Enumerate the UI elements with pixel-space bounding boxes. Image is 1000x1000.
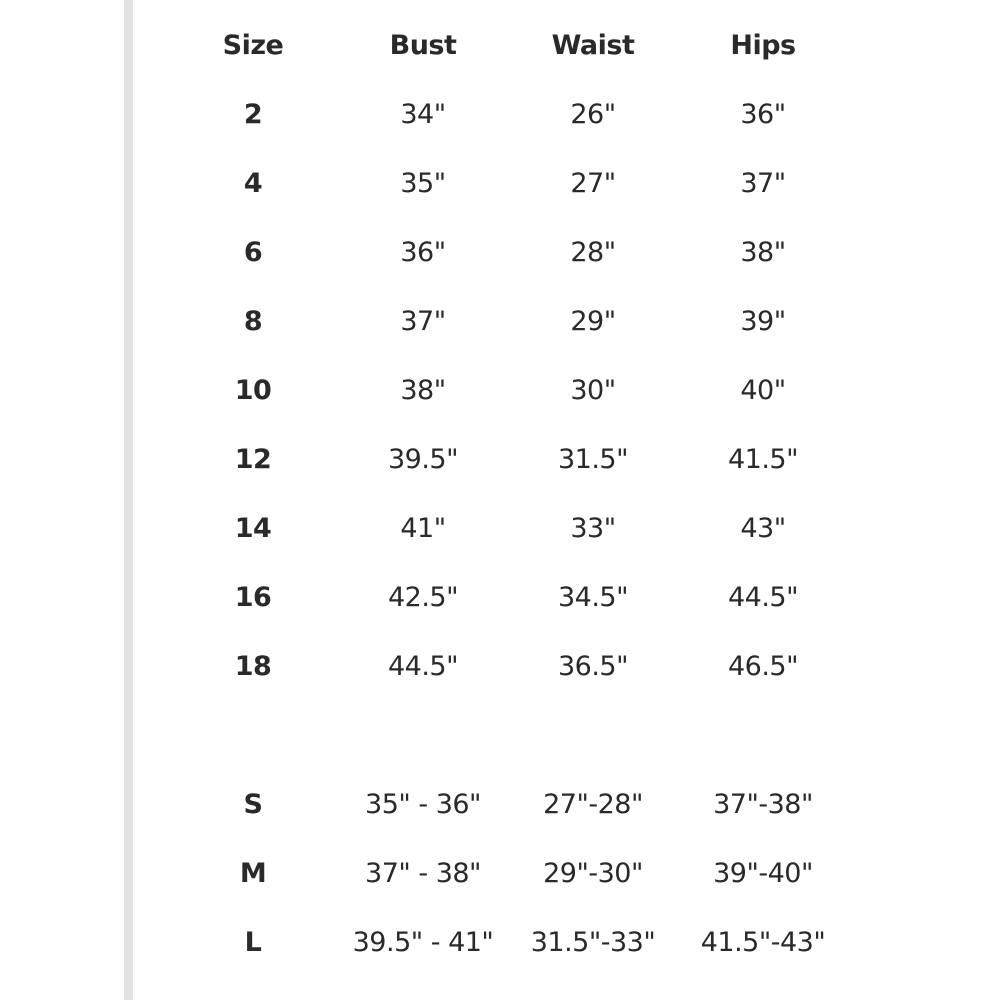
hips-cell: 36": [740, 99, 786, 130]
page-left-border: [124, 0, 133, 1000]
bust-cell: 38": [400, 375, 446, 406]
table-row: [133, 850, 1000, 898]
header-size: Size: [222, 30, 284, 61]
waist-cell: 29": [570, 306, 616, 337]
waist-cell: 28": [570, 237, 616, 268]
waist-cell: 33": [570, 513, 616, 544]
waist-cell: 29"-30": [543, 858, 643, 889]
table-row: [133, 298, 1000, 346]
size-cell: M: [239, 858, 267, 889]
waist-cell: 34.5": [557, 582, 629, 613]
table-row: [133, 91, 1000, 139]
waist-cell: 30": [570, 375, 616, 406]
waist-cell: 36.5": [557, 651, 629, 682]
table-row: [133, 643, 1000, 691]
table-row: [133, 367, 1000, 415]
size-cell: 6: [243, 237, 263, 268]
bust-cell: 39.5" - 41": [352, 927, 494, 958]
hips-cell: 39"-40": [713, 858, 813, 889]
bust-cell: 42.5": [387, 582, 459, 613]
table-row: [133, 919, 1000, 967]
size-cell: 2: [243, 99, 263, 130]
waist-cell: 31.5"-33": [530, 927, 656, 958]
table-row: [133, 574, 1000, 622]
waist-cell: 26": [570, 99, 616, 130]
waist-cell: 31.5": [557, 444, 629, 475]
hips-cell: 37"-38": [713, 789, 813, 820]
bust-cell: 36": [400, 237, 446, 268]
bust-cell: 39.5": [387, 444, 459, 475]
bust-cell: 44.5": [387, 651, 459, 682]
hips-cell: 41.5"-43": [700, 927, 826, 958]
bust-cell: 34": [400, 99, 446, 130]
bust-cell: 37" - 38": [365, 858, 481, 889]
size-cell: 10: [234, 375, 272, 406]
size-cell: S: [243, 789, 263, 820]
table-header-row: [133, 22, 1000, 70]
table-row: [133, 505, 1000, 553]
hips-cell: 44.5": [727, 582, 799, 613]
table-row: [133, 781, 1000, 829]
bust-cell: 41": [400, 513, 446, 544]
bust-cell: 37": [400, 306, 446, 337]
hips-cell: 43": [740, 513, 786, 544]
size-cell: 4: [243, 168, 263, 199]
waist-cell: 27"-28": [543, 789, 643, 820]
hips-cell: 38": [740, 237, 786, 268]
hips-cell: 37": [740, 168, 786, 199]
size-chart: [133, 0, 1000, 1000]
size-cell: 18: [234, 651, 272, 682]
size-cell: 16: [234, 582, 272, 613]
header-hips: Hips: [730, 30, 796, 61]
table-row: [133, 160, 1000, 208]
table-row: [133, 436, 1000, 484]
hips-cell: 46.5": [727, 651, 799, 682]
hips-cell: 41.5": [727, 444, 799, 475]
size-cell: L: [244, 927, 262, 958]
bust-cell: 35" - 36": [365, 789, 481, 820]
table-row: [133, 229, 1000, 277]
waist-cell: 27": [570, 168, 616, 199]
size-cell: 12: [234, 444, 272, 475]
size-cell: 14: [234, 513, 272, 544]
hips-cell: 39": [740, 306, 786, 337]
header-waist: Waist: [551, 30, 635, 61]
header-bust: Bust: [389, 30, 457, 61]
hips-cell: 40": [740, 375, 786, 406]
size-cell: 8: [243, 306, 263, 337]
bust-cell: 35": [400, 168, 446, 199]
